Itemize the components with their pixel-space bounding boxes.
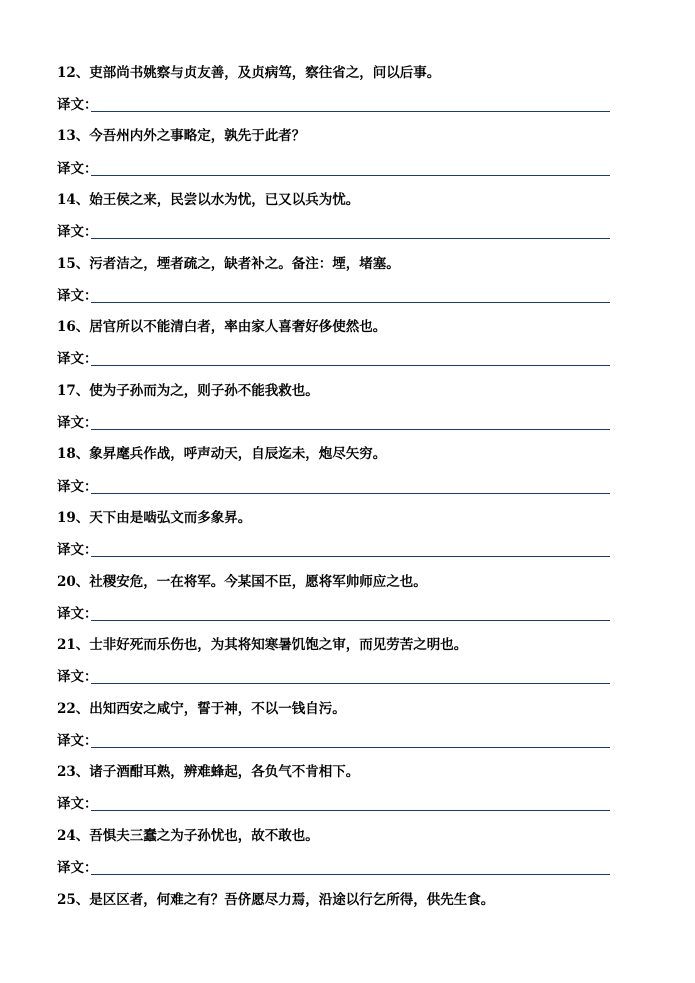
translation-label: 译文： [57,669,98,685]
translation-row-12 [57,96,610,114]
translation-row-22 [57,732,610,750]
translation-row-23 [57,795,610,813]
sentence-25: 25、是区区者，何难之有？吾侪愿尽力焉，沿途以行乞所得，供先生食。 [57,892,495,908]
translation-answer-line-14[interactable] [91,238,610,239]
translation-answer-line-13[interactable] [91,175,610,176]
translation-row-24 [57,859,610,877]
sentence-21: 21、士非好死而乐伤也，为其将知寒暑饥饱之审，而见劳苦之明也。 [57,637,468,653]
translation-answer-line-17[interactable] [91,429,610,430]
translation-answer-line-16[interactable] [91,365,610,366]
sentence-12: 12、吏部尚书姚察与贞友善，及贞病笃，察往省之，问以后事。 [57,65,441,81]
translation-label: 译文： [57,479,98,495]
translation-row-17 [57,414,610,432]
translation-answer-line-20[interactable] [91,620,610,621]
sentence-18: 18、象昇麾兵作战，呼声动天，自辰迄未，炮尽矢穷。 [57,446,387,462]
translation-row-15 [57,287,610,305]
translation-row-20 [57,605,610,623]
translation-answer-line-22[interactable] [91,747,610,748]
translation-label: 译文： [57,733,98,749]
translation-answer-line-19[interactable] [91,556,610,557]
sentence-23: 23、诸子酒酣耳熟，辨难蜂起，各负气不肯相下。 [57,764,360,780]
sentence-16: 16、居官所以不能清白者，率由家人喜奢好侈使然也。 [57,319,387,335]
translation-label: 译文： [57,796,98,812]
translation-answer-line-18[interactable] [91,493,610,494]
sentence-13: 13、今吾州内外之事略定，孰先于此者？ [57,128,306,144]
translation-label: 译文： [57,288,98,304]
translation-row-13 [57,160,610,178]
translation-row-14 [57,223,610,241]
translation-row-19 [57,541,610,559]
translation-row-16 [57,350,610,368]
translation-answer-line-24[interactable] [91,874,610,875]
translation-label: 译文： [57,606,98,622]
translation-row-21 [57,668,610,686]
sentence-20: 20、社稷安危，一在将军。今某国不臣，愿将军帅师应之也。 [57,574,427,590]
sentence-17: 17、使为子孙而为之，则子孙不能我救也。 [57,383,319,399]
sentence-15: 15、污者洁之，堙者疏之，缺者补之。备注：堙，堵塞。 [57,256,400,272]
translation-row-18 [57,478,610,496]
translation-label: 译文： [57,224,98,240]
sentence-19: 19、天下由是啮弘文而多象昇。 [57,510,252,526]
sentence-14: 14、始王侯之来，民尝以水为忧，已又以兵为忧。 [57,192,360,208]
translation-label: 译文： [57,161,98,177]
translation-label: 译文： [57,351,98,367]
translation-answer-line-21[interactable] [91,683,610,684]
translation-answer-line-15[interactable] [91,302,610,303]
translation-label: 译文： [57,860,98,876]
sentence-22: 22、出知西安之咸宁，誓于神，不以一钱自污。 [57,701,346,717]
translation-answer-line-23[interactable] [91,810,610,811]
translation-label: 译文： [57,542,98,558]
sentence-24: 24、吾惧夫三蠢之为子孙忧也，故不敢也。 [57,828,319,844]
translation-answer-line-12[interactable] [91,111,610,112]
translation-label: 译文： [57,415,98,431]
translation-label: 译文： [57,97,98,113]
